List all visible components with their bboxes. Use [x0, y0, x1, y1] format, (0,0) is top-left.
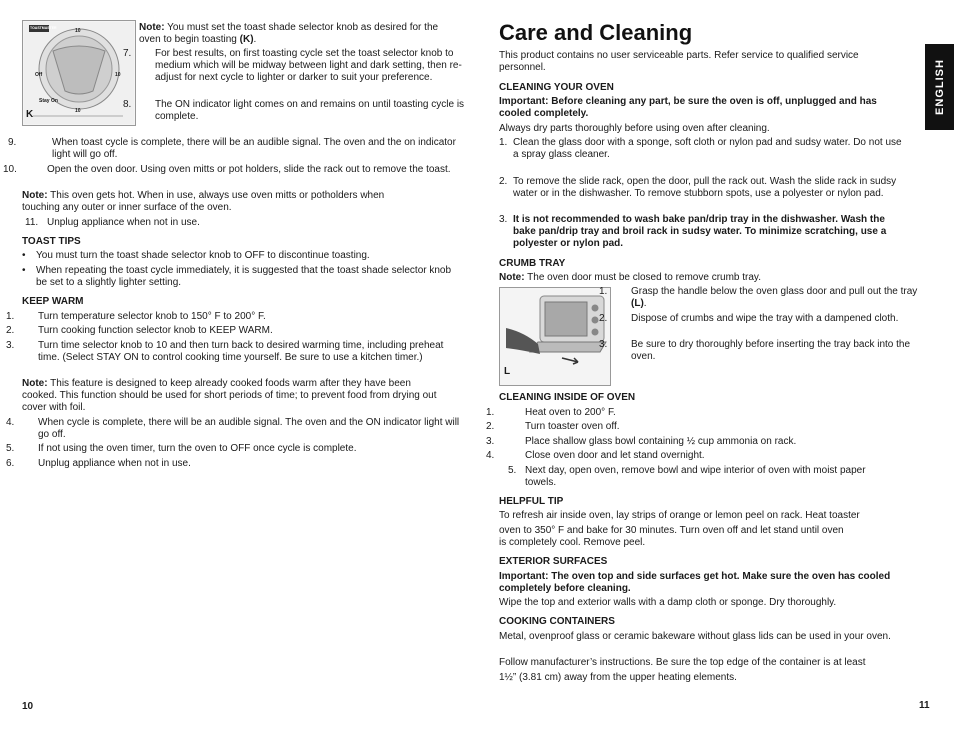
- step-10: [3, 164, 467, 176]
- keep-warm-heading: KEEP WARM: [22, 296, 84, 307]
- keep-warm-step-6: [6, 458, 470, 470]
- step-text: For best results, on first toasting cycle set the toast selector knob to medium which will be midway between light and dark setting, then re-adjust for next cycle to lighter or darker to suit your preference.: [155, 48, 462, 83]
- toast-tip-2: • When repeating the toast cycle immediately, it is suggested that the toast shade selector knob be set to a slightly lighter setting.: [22, 265, 452, 288]
- step-7: [123, 48, 469, 84]
- language-tab-label: ENGLISH: [933, 59, 946, 115]
- step-number: 1.: [599, 286, 608, 297]
- containers-heading: COOKING CONTAINERS: [499, 616, 615, 627]
- helpful-tip-line-1: To refresh air inside oven, lay strips of orange or lemon peel on rack. Heat toaster: [499, 510, 860, 521]
- cleaning-lead: Always dry parts thoroughly before using oven after cleaning.: [499, 123, 770, 134]
- keep-warm-step-1: [6, 311, 463, 323]
- containers-text-2: Follow manufacturer’s instructions. Be sure the top edge of the container is at least: [499, 657, 866, 668]
- step-text-cont: a spray glass cleaner.: [513, 149, 610, 160]
- step-text: Clean the glass door with a sponge, soft cloth or nylon pad and sudsy water. Do not use: [513, 137, 902, 148]
- figure-label-l: L: [504, 366, 511, 377]
- knob-figure: [22, 20, 136, 126]
- crumb-step-3: [599, 339, 921, 363]
- step-number: 1.: [486, 407, 495, 418]
- tip-text: You must turn the toast shade selector knob to OFF to discontinue toasting.: [36, 250, 370, 261]
- step-text: The ON indicator light comes on and remains on until toasting cycle is complete.: [155, 99, 465, 122]
- note-label: Note:: [22, 378, 48, 389]
- cleaning-step-1: [499, 137, 904, 161]
- containers-text-3: 1½” (3.81 cm) away from the upper heating elements.: [499, 672, 737, 683]
- step-text: Be sure to dry thoroughly before inserting the tray back into the oven.: [631, 339, 911, 362]
- step-8: [123, 99, 469, 123]
- step-number: 2.: [599, 313, 608, 324]
- cleaning-inside-heading: CLEANING INSIDE OF OVEN: [499, 392, 636, 403]
- step-number: 2.: [499, 176, 508, 187]
- exterior-text: Wipe the top and exterior walls with a damp cloth or sponge. Dry thoroughly.: [499, 597, 837, 608]
- intro-text: This product contains no user serviceable parts. Refer service to qualified service personnel.: [499, 50, 859, 73]
- figure-label-k: K: [26, 109, 34, 120]
- step-text: Unplug appliance when not in use.: [47, 217, 200, 228]
- step-text: Next day, open oven, remove bowl and wipe interior of oven with moist paper towels.: [525, 465, 866, 488]
- step-number: 1.: [499, 137, 508, 148]
- step-number: 11.: [25, 217, 39, 228]
- step-text: Turn cooking function selector knob to KEEP WARM.: [38, 325, 273, 336]
- crumb-tray-note: [499, 272, 899, 284]
- inside-step-5: [508, 465, 868, 489]
- step-text: Turn toaster oven off.: [525, 421, 620, 432]
- toaster-oven-illustration: [500, 288, 610, 385]
- cleaning-important: Important: Before cleaning any part, be sure the oven is off, unplugged and has cooled completely.: [499, 96, 877, 119]
- step-number: 10.: [3, 164, 17, 175]
- containers-text-1: Metal, ovenproof glass or ceramic bakeware without glass lids can be used in your oven.: [499, 631, 891, 642]
- step-text: When cycle is complete, there will be an audible signal. The oven and the ON indicator light will go off.: [38, 417, 460, 440]
- step-number: 5.: [508, 465, 517, 476]
- step-text: If not using the oven timer, turn the oven to OFF once cycle is complete.: [38, 443, 357, 454]
- helpful-tip-line-2: oven to 350° F and bake for 30 minutes. Turn oven off and let stand until oven: [499, 525, 844, 536]
- step-9: [8, 137, 462, 161]
- step-text: It is not recommended to wash bake pan/drip tray in the dishwasher. Wash the bake pan/drip tray and broil rack in sudsy water. To minimize scratching, use a polyester or nylon pad.: [513, 214, 887, 249]
- step-text: Turn time selector knob to 10 and then turn back to desired warming time, including preheat time. (Select STAY ON to control cooking time yourself. Be sure to use a kitchen timer.): [38, 340, 444, 363]
- step-number: 2.: [486, 421, 495, 432]
- inside-step-1: [486, 407, 925, 419]
- step-text: Grasp the handle below the oven glass door and pull out the tray: [631, 286, 918, 297]
- helpful-tip-line-3: is completely cool. Remove peel.: [499, 537, 646, 548]
- keep-warm-note: [22, 378, 447, 414]
- knob-label-bottom: 10: [75, 108, 81, 114]
- knob-label-stay-on: Stay On: [39, 98, 58, 104]
- step-number: 4.: [486, 450, 495, 461]
- note-text: This feature is designed to keep already cooked foods warm after they have been cooked. This function should be used for short periods of time; to prevent food from drying out cover with foil.: [22, 378, 437, 413]
- note-text: You must set the toast shade selector knob as desired for the oven to begin toasting: [139, 22, 439, 45]
- language-tab: [925, 44, 954, 130]
- step-text: Heat oven to 200° F.: [525, 407, 616, 418]
- step-number: 8.: [123, 99, 132, 110]
- hot-note: [22, 190, 422, 214]
- inside-step-3: [486, 436, 925, 448]
- toast-tips-heading: TOAST TIPS: [22, 236, 81, 247]
- exterior-heading: EXTERIOR SURFACES: [499, 556, 608, 567]
- note-end: .: [253, 34, 257, 45]
- tip-text: When repeating the toast cycle immediately, it is suggested that the toast shade selector knob be set to a slightly lighter setting.: [36, 265, 452, 288]
- step-number: 1.: [6, 311, 15, 322]
- step-number: 6.: [6, 458, 15, 469]
- note-text: This oven gets hot. When in use, always use oven mitts or potholders when touching any outer or inner surface of the oven.: [22, 190, 385, 213]
- note-text: The oven door must be closed to remove crumb tray.: [524, 272, 761, 283]
- step-text: Dispose of crumbs and wipe the tray with a dampened cloth.: [631, 313, 899, 324]
- note-label: Note:: [499, 272, 525, 283]
- keep-warm-step-3: [6, 340, 463, 364]
- step-number: 7.: [123, 48, 132, 59]
- keep-warm-step-2: [6, 325, 463, 337]
- crumb-tray-figure: [499, 287, 611, 386]
- inside-step-4: [486, 450, 925, 462]
- note-label: Note:: [22, 190, 48, 201]
- step-text: To remove the slide rack, open the door, pull the rack out. Wash the slide rack in sudsy water or in the dishwasher. To remove stubborn spots, use a polyester or nylon pad.: [513, 176, 897, 199]
- step-text: Turn temperature selector knob to 150° F to 200° F.: [38, 311, 266, 322]
- cleaning-step-2: [499, 176, 904, 200]
- step-number: 9.: [8, 137, 17, 148]
- crumb-step-1: [599, 286, 921, 310]
- figure-ref-l: (L): [631, 298, 644, 309]
- figure-ref-k: (K): [239, 34, 254, 45]
- brand-text: TOASTMASTER: [30, 26, 57, 30]
- step-text: Place shallow glass bowl containing ½ cup ammonia on rack.: [525, 436, 797, 447]
- step-text: Unplug appliance when not in use.: [38, 458, 191, 469]
- crumb-step-2: [599, 313, 921, 325]
- helpful-tip-heading: HELPFUL TIP: [499, 496, 564, 507]
- step-number: 3.: [499, 214, 508, 225]
- page-title: Care and Cleaning: [499, 20, 693, 45]
- step-11: [25, 217, 445, 229]
- page-number-left: 10: [22, 701, 34, 712]
- step-end: .: [643, 298, 647, 309]
- knob-label-top: 10: [75, 28, 81, 34]
- keep-warm-step-5: [6, 443, 470, 455]
- step-number: 5.: [6, 443, 15, 454]
- note-label: Note:: [139, 22, 165, 33]
- knob-label-right: 10: [115, 72, 121, 78]
- cleaning-step-3: [499, 214, 904, 250]
- toast-tip-1: • You must turn the toast shade selector knob to OFF to discontinue toasting.: [22, 250, 370, 261]
- exterior-important: Important: The oven top and side surfaces get hot. Make sure the oven has cooled completely before cleaning.: [499, 571, 891, 594]
- step-text: When toast cycle is complete, there will be an audible signal. The oven and the on indicator light will go off.: [52, 137, 456, 160]
- page-number-right: 11: [919, 700, 930, 711]
- step-text: Close oven door and let stand overnight.: [525, 450, 705, 461]
- step-text: Open the oven door. Using oven mitts or pot holders, slide the rack out to remove the toast.: [47, 164, 451, 175]
- step-number: 3.: [6, 340, 15, 351]
- inside-step-2: [486, 421, 925, 433]
- step-number: 4.: [6, 417, 15, 428]
- step-number: 2.: [6, 325, 15, 336]
- toast-note: [139, 22, 451, 46]
- keep-warm-step-4: [6, 417, 470, 441]
- cleaning-oven-heading: CLEANING YOUR OVEN: [499, 82, 614, 93]
- step-number: 3.: [599, 339, 608, 350]
- crumb-tray-heading: CRUMB TRAY: [499, 258, 566, 269]
- knob-label-off: Off: [35, 72, 43, 78]
- step-number: 3.: [486, 436, 495, 447]
